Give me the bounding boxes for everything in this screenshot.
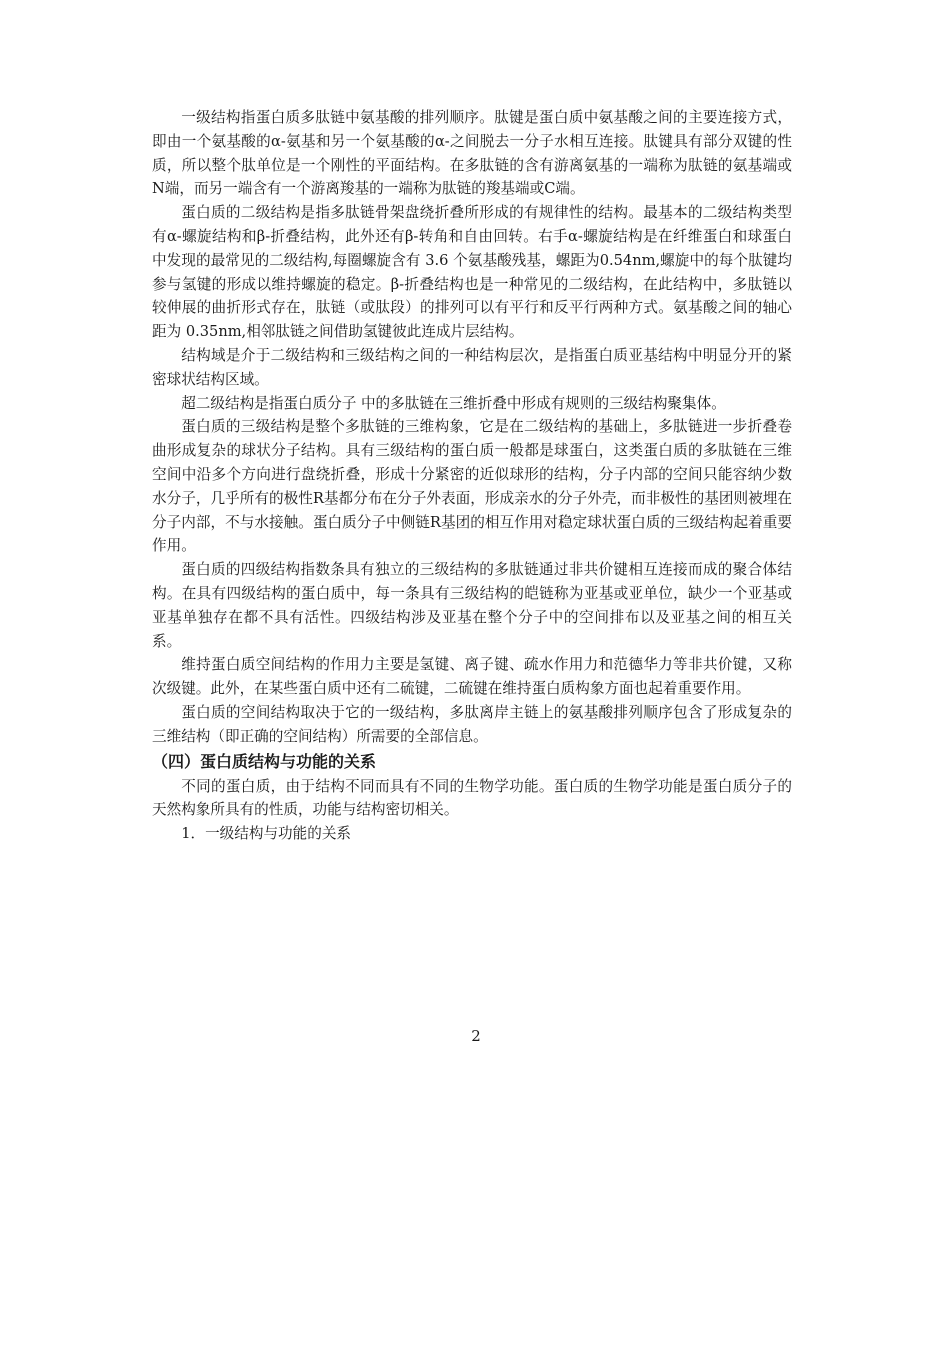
paragraph-stabilizing-forces: 维持蛋白质空间结构的作用力主要是氢键、离子键、疏水作用力和范德华力等非共价键，又称次级键。此外，在某些蛋白质中还有二硫键，二硫键在维持蛋白质构象方面也起着重要作用。 (152, 656, 792, 698)
paragraph-supersecondary-structure: 超二级结构是指蛋白质分子 中的多肽链在三维折叠中形成有规则的三级结构聚集体。 (181, 394, 726, 412)
section-heading: （四）蛋白质结构与功能的关系 (152, 751, 377, 771)
paragraph-tertiary-structure: 蛋白质的三级结构是整个多肽链的三维构象，它是在二级结构的基础上，多肽链进一步折叠卷曲形成复杂的球状分子结构。具有三级结构的蛋白质一般都是球蛋白，这类蛋白质的多肽链在三维空间中沿多个方向进行盘绕折叠，形成十分紧密的近似球形的结构，分子内部的空间只能容纳少数水分子，几乎所有的极性R基都分布在分子外表面，形成亲水的分子外壳，而非极性的基团则被埋在分子内部，不与水接触。蛋白质分子中侧链R基团的相互作用对稳定球状蛋白质的三级结构起着重要作用。 (152, 418, 792, 555)
paragraph-structure-function: 不同的蛋白质，由于结构不同而具有不同的生物学功能。蛋白质的生物学功能是蛋白质分子的天然构象所具有的性质，功能与结构密切相关。 (152, 777, 792, 819)
document-body (152, 106, 792, 846)
paragraph-quaternary-structure: 蛋白质的四级结构指数条具有独立的三级结构的多肽链通过非共价键相互连接而成的聚合体结构。在具有四级结构的蛋白质中，每一条具有三级结构的皑链称为亚基或亚单位，缺少一个亚基或亚基单独存在都不具有活性。四级结构涉及亚基在整个分子中的空间排布以及亚基之间的相互关系。 (152, 561, 792, 650)
paragraph-primary-structure: 一级结构指蛋白质多肽链中氨基酸的排列顺序。肽键是蛋白质中氨基酸之间的主要连接方式，即由一个氨基酸的α-氨基和另一个氨基酸的α-之间脱去一分子水相互连接。肽键具有部分双键的性质，所以整个肽单位是一个刚性的平面结构。在多肽链的含有游离氨基的一端称为肽链的氨基端或N端，而另一端含有一个游离羧基的一端称为肽链的羧基端或C端。 (152, 109, 792, 198)
subsection-title: 1．一级结构与功能的关系 (181, 825, 352, 843)
paragraph-structural-domain: 结构域是介于二级结构和三级结构之间的一种结构层次，是指蛋白质亚基结构中明显分开的紧密球状结构区域。 (152, 346, 792, 388)
page-number: 2 (471, 1027, 481, 1045)
paragraph-spatial-structure: 蛋白质的空间结构取决于它的一级结构，多肽离岸主链上的氨基酸排列顺序包含了形成复杂的三维结构（即正确的空间结构）所需要的全部信息。 (152, 703, 792, 745)
paragraph-secondary-structure: 蛋白质的二级结构是指多肽链骨架盘绕折叠所形成的有规律性的结构。最基本的二级结构类型有α-螺旋结构和β-折叠结构，此外还有β-转角和自由回转。右手α-螺旋结构是在纤维蛋白和球蛋白中发现的最常见的二级结构,每圈螺旋含有 3.6 个氨基酸残基，螺距为0.54nm,螺旋中的每个肽键均参与氢键的形成以维持螺旋的稳定。β-折叠结构也是一种常见的二级结构，在此结构中，多肽链以较伸展的曲折形式存在，肽链（或肽段）的排列可以有平行和反平行两种方式。氨基酸之间的轴心距为 0.35nm,相邻肽链之间借助氢键彼此连成片层结构。 (152, 204, 792, 341)
